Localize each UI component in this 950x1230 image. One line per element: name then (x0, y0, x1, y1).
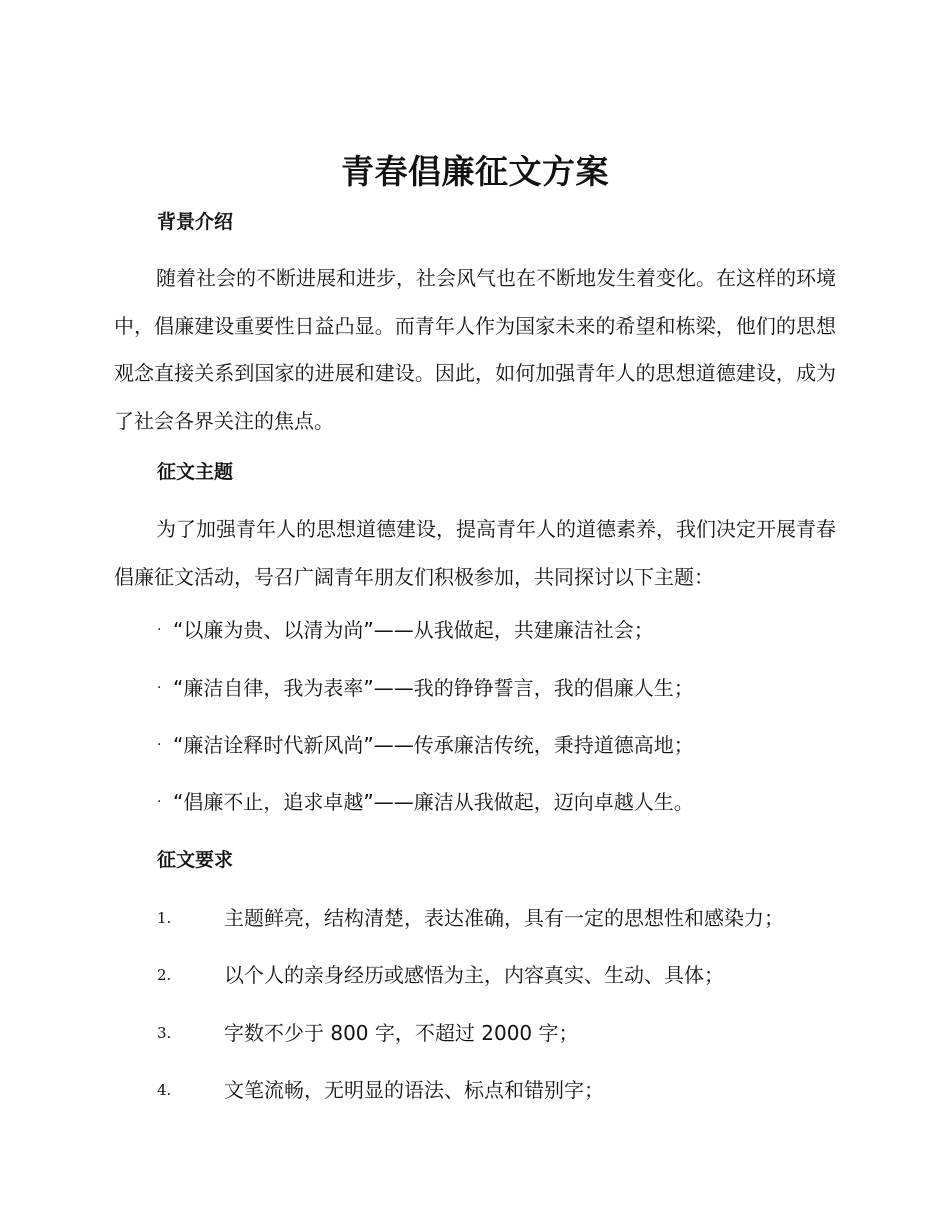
list-number: 2. (157, 966, 172, 984)
section-heading-background: 背景介绍 (157, 211, 234, 233)
list-item (157, 787, 694, 817)
bullet-icon: · (157, 737, 162, 753)
list-item (157, 903, 784, 933)
theme-item-text: “以廉为贵、以清为尚”——从我做起，共建廉洁社会； (173, 618, 654, 642)
bullet-icon: · (157, 680, 162, 696)
list-item (157, 673, 694, 703)
theme-item-text: “倡廉不止，追求卓越”——廉洁从我做起，迈向卓越人生。 (173, 790, 694, 814)
list-item (157, 1018, 579, 1048)
paragraph-theme: 为了加强青年人的思想道德建设，提高青年人的道德素养，我们决定开展青春倡廉征文活动，号召广阔青年朋友们积极参加，共同探讨以下主题： (114, 517, 836, 589)
list-item (157, 1075, 604, 1105)
requirement-text: 主题鲜亮，结构清楚，表达准确，具有一定的思想性和感染力； (224, 906, 784, 930)
requirement-text: 文笔流畅，无明显的语法、标点和错别字； (224, 1078, 604, 1102)
theme-item-text: “廉洁诠释时代新风尚”——传承廉洁传统，秉持道德高地； (173, 733, 694, 757)
bullet-icon: · (157, 794, 162, 810)
requirement-text: 字数不少于 800 字，不超过 2000 字； (224, 1021, 579, 1045)
theme-item-text: “廉洁自律，我为表率”——我的铮铮誓言，我的倡廉人生； (173, 676, 694, 700)
list-number: 3. (157, 1024, 172, 1042)
document-title: 青春倡廉征文方案 (341, 152, 609, 191)
list-number: 1. (157, 909, 172, 927)
section-heading-theme: 征文主题 (157, 461, 234, 483)
list-item (157, 960, 724, 990)
bullet-icon: · (157, 622, 162, 638)
list-item (157, 730, 694, 760)
paragraph-background: 随着社会的不断进展和进步，社会风气也在不断地发生着变化。在这样的环境中，倡廉建设重要性日益凸显。而青年人作为国家未来的希望和栋梁，他们的思想观念直接关系到国家的进展和建设。因此，如何加强青年人的思想道德建设，成为了社会各界关注的焦点。 (114, 266, 836, 433)
section-heading-requirements: 征文要求 (157, 849, 234, 871)
requirement-text: 以个人的亲身经历或感悟为主，内容真实、生动、具体； (224, 963, 724, 987)
list-item (157, 615, 654, 645)
list-number: 4. (157, 1081, 172, 1099)
